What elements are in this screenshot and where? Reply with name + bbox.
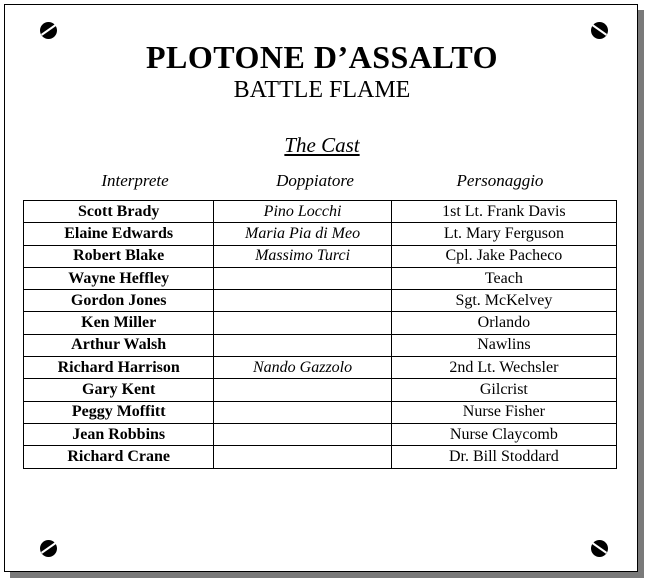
dubber-cell: Pino Locchi — [214, 201, 391, 223]
actor-cell: Jean Robbins — [24, 423, 214, 445]
actor-cell: Gary Kent — [24, 379, 214, 401]
table-row — [24, 201, 617, 223]
character-cell: Gilcrist — [391, 379, 616, 401]
character-cell: Dr. Bill Stoddard — [391, 446, 616, 468]
column-header-character: Personaggio — [456, 171, 544, 190]
dubber-cell — [214, 401, 391, 423]
actor-cell: Robert Blake — [24, 245, 214, 267]
dubber-cell — [214, 446, 391, 468]
character-cell: Nurse Claycomb — [391, 423, 616, 445]
character-cell: Teach — [391, 267, 616, 289]
dubber-cell: Nando Gazzolo — [214, 357, 391, 379]
column-header-dubber: Doppiatore — [276, 171, 354, 190]
actor-cell: Gordon Jones — [24, 290, 214, 312]
dubber-cell — [214, 379, 391, 401]
table-row — [24, 401, 617, 423]
actor-cell: Ken Miller — [24, 312, 214, 334]
dubber-cell: Massimo Turci — [214, 245, 391, 267]
cast-table — [23, 200, 617, 469]
table-row — [24, 423, 617, 445]
dubber-cell — [214, 312, 391, 334]
character-cell: Sgt. McKelvey — [391, 290, 616, 312]
table-row — [24, 357, 617, 379]
actor-cell: Richard Crane — [24, 446, 214, 468]
character-cell: Orlando — [391, 312, 616, 334]
table-row — [24, 446, 617, 468]
screw-icon — [591, 540, 608, 557]
table-row — [24, 223, 617, 245]
screw-icon — [40, 540, 57, 557]
actor-cell: Wayne Heffley — [24, 267, 214, 289]
character-cell: Nurse Fisher — [391, 401, 616, 423]
dubber-cell — [214, 267, 391, 289]
character-cell: 2nd Lt. Wechsler — [391, 357, 616, 379]
table-row — [24, 334, 617, 356]
actor-cell: Elaine Edwards — [24, 223, 214, 245]
cast-plaque — [4, 4, 638, 572]
dubber-cell — [214, 290, 391, 312]
actor-cell: Peggy Moffitt — [24, 401, 214, 423]
actor-cell: Scott Brady — [24, 201, 214, 223]
actor-cell: Richard Harrison — [24, 357, 214, 379]
character-cell: Nawlins — [391, 334, 616, 356]
table-row — [24, 290, 617, 312]
plaque-title: PLOTONE D’ASSALTO — [145, 39, 499, 75]
dubber-cell: Maria Pia di Meo — [214, 223, 391, 245]
table-row — [24, 379, 617, 401]
character-cell: 1st Lt. Frank Davis — [391, 201, 616, 223]
section-title: The Cast — [284, 133, 360, 157]
character-cell: Cpl. Jake Pacheco — [391, 245, 616, 267]
actor-cell: Arthur Walsh — [24, 334, 214, 356]
screw-icon — [591, 22, 608, 39]
screw-icon — [40, 22, 57, 39]
table-row — [24, 267, 617, 289]
dubber-cell — [214, 334, 391, 356]
table-row — [24, 312, 617, 334]
table-row — [24, 245, 617, 267]
dubber-cell — [214, 423, 391, 445]
character-cell: Lt. Mary Ferguson — [391, 223, 616, 245]
plaque-subtitle: BATTLE FLAME — [233, 77, 411, 103]
column-header-actor: Interprete — [101, 171, 169, 190]
